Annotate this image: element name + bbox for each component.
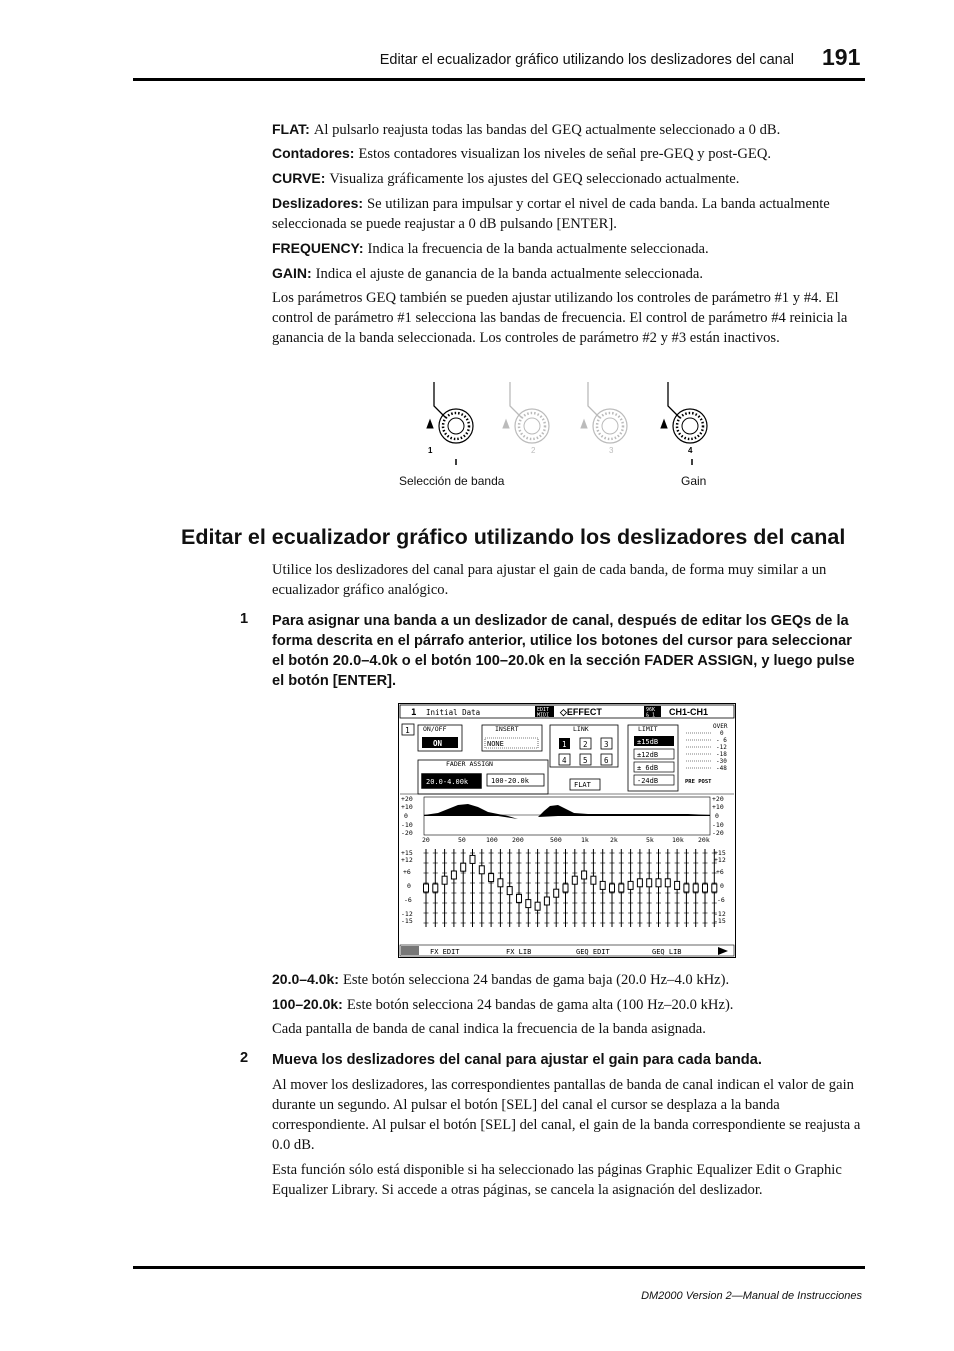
geq-lcd-screen <box>398 703 736 958</box>
fader-knob <box>656 879 661 887</box>
para-move: Al mover los deslizadores, las correspondientes pantallas de banda de canal indican el valor de gain durante un segundo. Al pulsar el botón [SEL] del canal el cursor se desplaza a la banda correspondiente. Al pulsar el botón [SEL] del canal, el gain de la banda correspondiente se reajusta a 0.0 dB. <box>272 1077 861 1153</box>
fader-knob <box>517 894 522 902</box>
scene-number: 1 <box>411 708 417 718</box>
svg-text:+6: +6 <box>716 868 724 876</box>
svg-text:NONE: NONE <box>487 740 504 748</box>
fader-knob <box>665 879 670 887</box>
svg-text:±15dB: ±15dB <box>637 738 659 746</box>
svg-text:ON/OFF: ON/OFF <box>423 725 447 733</box>
fader-knob <box>489 874 494 882</box>
svg-text:5k: 5k <box>646 836 654 844</box>
fader-knob <box>526 900 531 908</box>
svg-text:0: 0 <box>715 812 719 820</box>
fader-knob <box>544 897 549 905</box>
svg-text:-12: -12 <box>714 910 726 918</box>
svg-text:LINK: LINK <box>573 725 589 733</box>
knob-number-1: 1 <box>428 446 433 455</box>
svg-text:+15: +15 <box>714 849 726 857</box>
fader-knob <box>647 879 652 887</box>
svg-text:± 6dB: ± 6dB <box>637 764 659 772</box>
fader-knob <box>693 884 698 892</box>
def-gain: GAIN: Indica el ajuste de ganancia de la banda actualmente seleccionada. <box>272 265 704 282</box>
fader-knob <box>600 881 605 889</box>
knob-number-3: 3 <box>609 446 614 455</box>
step-2-text: Mueva los deslizadores del canal para ajustar el gain para cada banda. <box>272 1052 762 1068</box>
step-1-text: Para asignar una banda a un deslizador de canal, después de editar los GEQs de la forma descrita en el párrafo anterior, utilice los botones del cursor para seleccionar el botón 20.0–4.0k o el botón 100–20.0k en la sección FADER ASSIGN, y luego pulse el botón [ENTER]. <box>272 613 855 689</box>
intro-paragraph: Utilice los deslizadores del canal para ajustar el gain de cada banda, de forma muy similar a un ecualizador gráfico analógico. <box>272 562 827 598</box>
label-band-select: Selección de banda <box>399 474 505 488</box>
svg-text:2k: 2k <box>610 836 618 844</box>
knob-number-2: 2 <box>531 446 536 455</box>
svg-text:200: 200 <box>512 836 524 844</box>
svg-text:-20: -20 <box>712 829 724 837</box>
svg-text:-20: -20 <box>401 829 413 837</box>
page-number: 191 <box>822 44 861 70</box>
step-1-number: 1 <box>240 611 249 627</box>
svg-text:1: 1 <box>562 740 567 749</box>
footer-text: DM2000 Version 2—Manual de Instrucciones <box>641 1290 862 1302</box>
svg-text:ON: ON <box>433 739 443 748</box>
svg-text:5: 5 <box>583 756 588 765</box>
parameter-knobs-diagram <box>400 380 740 465</box>
svg-text:-10: -10 <box>712 821 724 829</box>
fader-knob <box>424 884 429 892</box>
svg-text:0: 0 <box>720 730 724 737</box>
fader-knob <box>675 881 680 889</box>
def-deslizadores: Deslizadores: Se utilizan para impulsar y cortar el nivel de cada banda. La banda actualmente seleccionada se puede reajustar a 0 dB pulsando [ENTER]. <box>272 195 830 232</box>
svg-text:6: 6 <box>604 756 609 765</box>
fader-knob <box>591 876 596 884</box>
svg-text:-12: -12 <box>716 744 727 751</box>
svg-text:& 1: & 1 <box>646 712 656 719</box>
svg-text:-12: -12 <box>401 910 413 918</box>
svg-text:-6: -6 <box>717 896 725 904</box>
channel-label: CH1-CH1 <box>669 707 709 717</box>
svg-text:100-20.0k: 100-20.0k <box>491 777 529 785</box>
fader-knob <box>479 866 484 874</box>
fader-knob <box>507 887 512 895</box>
scene-name: Initial Data <box>426 708 481 717</box>
svg-text:+12: +12 <box>401 856 413 864</box>
svg-text:500: 500 <box>550 836 562 844</box>
def-curve: CURVE: Visualiza gráficamente los ajustes del GEQ seleccionado actualmente. <box>272 170 740 187</box>
svg-text:1k: 1k <box>581 836 589 844</box>
fader-knob <box>498 879 503 887</box>
fader-knob <box>451 871 456 879</box>
fader-knob <box>535 902 540 910</box>
def-low-range: 20.0–4.0k: Este botón selecciona 24 bandas de gama baja (20.0 Hz–4.0 kHz). <box>272 971 730 988</box>
footer-rule <box>133 1266 865 1269</box>
svg-text:INSERT: INSERT <box>495 725 519 733</box>
knob-number-4: 4 <box>688 446 693 455</box>
fader-knob <box>582 871 587 879</box>
fader-knob <box>684 884 689 892</box>
svg-text:4: 4 <box>562 756 567 765</box>
svg-text:-15: -15 <box>401 917 413 925</box>
def-frequency: FREQUENCY: Indica la frecuencia de la banda actualmente seleccionada. <box>272 240 709 257</box>
svg-text:-24dB: -24dB <box>637 777 659 785</box>
svg-text:20: 20 <box>422 836 430 844</box>
svg-text:+10: +10 <box>401 803 413 811</box>
svg-text:MIDI: MIDI <box>537 712 550 719</box>
svg-text:-30: -30 <box>716 758 727 765</box>
fader-knob <box>628 881 633 889</box>
knob-4 <box>661 382 707 443</box>
svg-text:+12: +12 <box>714 856 726 864</box>
svg-text:2: 2 <box>583 740 588 749</box>
fader-knob <box>712 884 717 892</box>
svg-text:0: 0 <box>720 882 724 890</box>
tab-geq-edit: GEQ EDIT <box>576 948 610 956</box>
svg-text:0: 0 <box>404 812 408 820</box>
fader-knob <box>470 855 475 863</box>
fader-knob <box>610 884 615 892</box>
svg-text:20.0-4.00k: 20.0-4.00k <box>426 778 469 786</box>
fader-knob <box>461 863 466 871</box>
svg-text:-48: -48 <box>716 765 727 772</box>
svg-text:FLAT: FLAT <box>574 781 591 789</box>
fader-knob <box>637 879 642 887</box>
svg-text:+10: +10 <box>712 803 724 811</box>
para-bands: Cada pantalla de banda de canal indica la frecuencia de la banda asignada. <box>272 1021 706 1037</box>
svg-text:10k: 10k <box>672 836 684 844</box>
fader-knob <box>563 884 568 892</box>
svg-text:+6: +6 <box>403 868 411 876</box>
def-contadores: Contadores: Estos contadores visualizan los niveles de señal pre-GEQ y post-GEQ. <box>272 145 772 162</box>
effect-title: ◇EFFECT <box>560 707 602 717</box>
svg-text:+15: +15 <box>401 849 413 857</box>
svg-text:PRE POST: PRE POST <box>685 779 712 785</box>
para-params: Los parámetros GEQ también se pueden ajustar utilizando los controles de parámetro #1 y #4. El control de parámetro #1 selecciona las bandas de frecuencia. El control de parámetro #4 reinicia la ganancia de la banda seleccionada. Los controles de parámetro #2 y #3 están inactivos. <box>272 290 848 346</box>
def-high-range: 100–20.0k: Este botón selecciona 24 bandas de gama alta (100 Hz–20.0 kHz). <box>272 996 734 1013</box>
svg-text:-15: -15 <box>714 917 726 925</box>
fader-knob <box>554 889 559 897</box>
svg-text:-6: -6 <box>404 896 412 904</box>
knob-1 <box>427 382 473 443</box>
fader-knob <box>442 876 447 884</box>
svg-text:OVER: OVER <box>713 723 728 730</box>
svg-text:+20: +20 <box>401 795 413 803</box>
step-2-number: 2 <box>240 1050 249 1066</box>
running-header: Editar el ecualizador gráfico utilizando los deslizadores del canal <box>379 52 794 68</box>
svg-text:100: 100 <box>486 836 498 844</box>
svg-text:20k: 20k <box>698 836 710 844</box>
svg-text:+20: +20 <box>712 795 724 803</box>
tab-fx-lib: FX LIB <box>506 948 532 956</box>
svg-text:-10: -10 <box>401 821 413 829</box>
knob-2 <box>503 382 549 443</box>
svg-text:3: 3 <box>604 740 609 749</box>
section-heading: Editar el ecualizador gráfico utilizando los deslizadores del canal <box>181 525 846 549</box>
svg-text:±12dB: ±12dB <box>637 751 659 759</box>
svg-text:96K: 96K <box>646 707 656 713</box>
knob-3 <box>581 382 627 443</box>
svg-text:50: 50 <box>458 836 466 844</box>
label-gain: Gain <box>681 474 707 488</box>
svg-text:LIMIT: LIMIT <box>638 725 658 733</box>
svg-text:-18: -18 <box>716 751 727 758</box>
svg-text:0: 0 <box>407 882 411 890</box>
header-rule <box>133 78 865 81</box>
svg-text:FADER ASSIGN: FADER ASSIGN <box>446 760 493 768</box>
tab-geq-lib: GEQ LIB <box>652 948 682 956</box>
fader-knob <box>572 876 577 884</box>
fader-knob <box>433 884 438 892</box>
fader-knob <box>619 884 624 892</box>
svg-text:- 6: - 6 <box>716 737 727 744</box>
svg-text:1: 1 <box>405 726 410 735</box>
tab-fx-edit: FX EDIT <box>430 948 460 956</box>
def-flat: FLAT: Al pulsarlo reajusta todas las bandas del GEQ actualmente seleccionado a 0 dB. <box>272 121 781 138</box>
svg-text:EDIT: EDIT <box>537 707 550 713</box>
fader-knob <box>703 884 708 892</box>
para-function: Esta función sólo está disponible si ha seleccionado las páginas Graphic Equalizer Edit o Graphic Equalizer Library. Si accede a otras páginas, se cancela la asignación del deslizador. <box>272 1162 842 1198</box>
